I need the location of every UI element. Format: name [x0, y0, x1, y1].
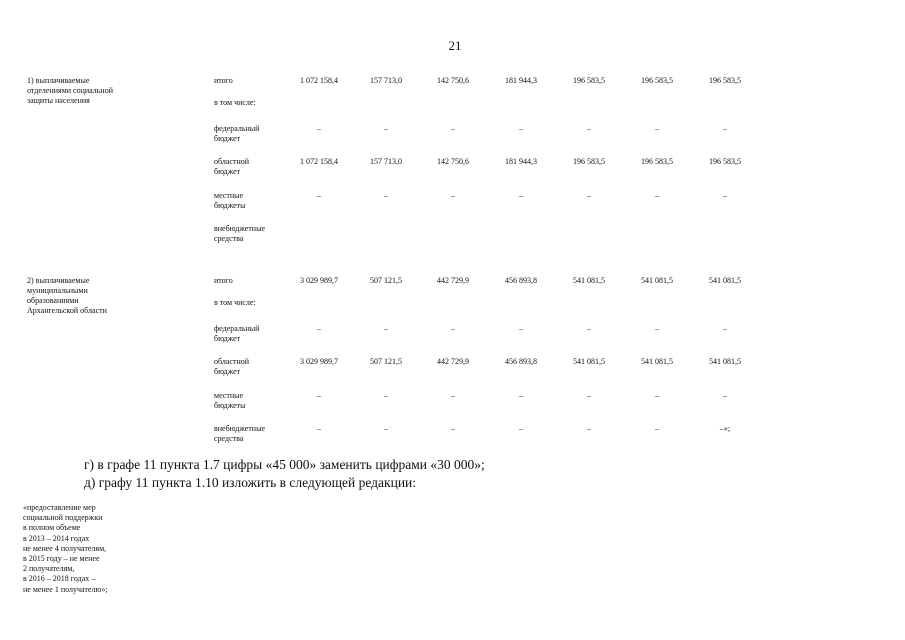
row-label-line: итого [214, 276, 233, 285]
section-label-line: отделениями социальной [27, 86, 113, 95]
table-cell: 1 072 158,4 [300, 76, 338, 85]
section-label-line: 1) выплачиваемые [27, 76, 90, 85]
table-cell: – [723, 324, 727, 333]
quote-line: 2 получателям, [23, 564, 75, 574]
table-cell: 442 729,9 [437, 357, 469, 366]
table-row [0, 357, 905, 379]
table-cell: 541 081,5 [641, 276, 673, 285]
table-cell: – [655, 191, 659, 200]
row-label [214, 391, 294, 411]
table-cell: – [587, 324, 591, 333]
row-label [214, 424, 294, 444]
table-row [0, 224, 905, 246]
table-cell: 196 583,5 [573, 157, 605, 166]
page-number: 21 [448, 38, 462, 53]
table-cell: – [587, 424, 591, 433]
row-label-line: бюджет [214, 134, 241, 143]
table-cell: – [317, 124, 321, 133]
table-cell: – [451, 324, 455, 333]
section-label-line: 2) выплачиваемые [27, 276, 90, 285]
row-label [214, 324, 294, 344]
table-cell: – [451, 124, 455, 133]
table-cell: – [587, 391, 591, 400]
table-cell: – [655, 124, 659, 133]
table-cell: 196 583,5 [641, 157, 673, 166]
quote-line: не менее 4 получателям, [23, 543, 107, 553]
table-row [0, 298, 905, 320]
table-cell: 196 583,5 [641, 76, 673, 85]
row-label-line: в том числе: [214, 98, 256, 107]
quote-line: в 2013 – 2014 годах [23, 533, 90, 543]
row-label-line: федеральный [214, 324, 260, 333]
quote-line: социальной поддержки [23, 513, 103, 523]
table-row [0, 276, 905, 298]
table-row [0, 391, 905, 413]
row-label-line: средства [214, 434, 244, 443]
table-cell: 442 729,9 [437, 276, 469, 285]
table-cell: 541 081,5 [709, 357, 741, 366]
row-label-line: местные [214, 191, 244, 200]
row-label-line: областной [214, 357, 250, 366]
table-row [0, 76, 905, 98]
row-label-line: бюджет [214, 367, 241, 376]
table-cell: 456 893,8 [505, 357, 537, 366]
table-cell: – [519, 124, 523, 133]
row-label-line: федеральный [214, 124, 260, 133]
row-label [214, 124, 294, 144]
quote-line: не менее 1 получателю»; [23, 584, 108, 594]
table-cell: 142 750,6 [437, 157, 469, 166]
table-row [0, 191, 905, 213]
table-cell: 456 893,8 [505, 276, 537, 285]
row-label [214, 298, 294, 308]
row-label-line: бюджет [214, 167, 241, 176]
table-cell: – [723, 191, 727, 200]
table-cell: 507 121,5 [370, 276, 402, 285]
section-label-line: Архангельской области [27, 306, 107, 315]
row-label-line: бюджет [214, 334, 241, 343]
table-cell: – [587, 124, 591, 133]
table-cell: 541 081,5 [573, 276, 605, 285]
row-label [214, 157, 294, 177]
table-cell: – [384, 391, 388, 400]
table-cell: – [451, 424, 455, 433]
table-cell: – [655, 324, 659, 333]
row-label [214, 191, 294, 211]
row-label-line: внебюджетные [214, 224, 265, 233]
table-cell: – [587, 191, 591, 200]
quote-line: в 2016 – 2018 годах – [23, 574, 96, 584]
table-cell: – [317, 191, 321, 200]
row-label [214, 98, 294, 108]
row-label-line: в том числе: [214, 298, 256, 307]
table-cell: 3 029 989,7 [300, 276, 338, 285]
paragraph-d: д) графу 11 пункта 1.10 изложить в следующей редакции: [84, 475, 417, 490]
row-label-line: областной [214, 157, 250, 166]
table-cell: – [723, 124, 727, 133]
row-label [214, 76, 294, 86]
row-label-line: бюджеты [214, 201, 246, 210]
table-cell: – [451, 191, 455, 200]
table-cell: – [723, 391, 727, 400]
section-label-line: образованиями [27, 296, 79, 305]
section-label-line: муниципальными [27, 286, 88, 295]
row-label [214, 357, 294, 377]
table-cell: – [519, 391, 523, 400]
table-cell: – [655, 424, 659, 433]
row-label-line: местные [214, 391, 244, 400]
table-cell: 181 944,3 [505, 157, 537, 166]
table-cell: 181 944,3 [505, 76, 537, 85]
table-cell: 1 072 158,4 [300, 157, 338, 166]
table-cell: – [317, 324, 321, 333]
row-label-line: средства [214, 234, 244, 243]
table-cell: 541 081,5 [641, 357, 673, 366]
row-label-line: внебюджетные [214, 424, 265, 433]
row-label-line: итого [214, 76, 233, 85]
section-label-line: защиты населения [27, 96, 90, 105]
row-label [214, 276, 294, 286]
table-cell: – [655, 391, 659, 400]
quote-block [23, 503, 108, 595]
quote-line: «предоставление мер [23, 503, 96, 512]
table-row [0, 324, 905, 346]
table-cell: 507 121,5 [370, 357, 402, 366]
table-cell: 196 583,5 [573, 76, 605, 85]
table-cell: 196 583,5 [709, 157, 741, 166]
table-cell: – [317, 424, 321, 433]
quote-line: в полном объеме [23, 523, 81, 533]
paragraph-g: г) в графе 11 пункта 1.7 цифры «45 000» заменить цифрами «30 000»; [84, 457, 485, 472]
table-cell: –»; [719, 424, 731, 433]
table-cell: – [384, 124, 388, 133]
table-row [0, 124, 905, 146]
row-label [214, 224, 294, 244]
table-cell: – [384, 191, 388, 200]
table-cell: 3 029 989,7 [300, 357, 338, 366]
table-cell: – [451, 391, 455, 400]
table-cell: – [519, 324, 523, 333]
row-label-line: бюджеты [214, 401, 246, 410]
table-cell: – [384, 324, 388, 333]
table-cell: 157 713,0 [370, 157, 402, 166]
table-row [0, 157, 905, 179]
table-cell: – [317, 391, 321, 400]
table-cell: 196 583,5 [709, 76, 741, 85]
table-cell: 541 081,5 [573, 357, 605, 366]
table-row [0, 424, 905, 446]
table-cell: 142 750,6 [437, 76, 469, 85]
quote-line: в 2015 году – не менее [23, 554, 100, 564]
table-cell: 541 081,5 [709, 276, 741, 285]
table-cell: 157 713,0 [370, 76, 402, 85]
table-cell: – [384, 424, 388, 433]
table-row [0, 98, 905, 120]
table-cell: – [519, 191, 523, 200]
table-cell: – [519, 424, 523, 433]
